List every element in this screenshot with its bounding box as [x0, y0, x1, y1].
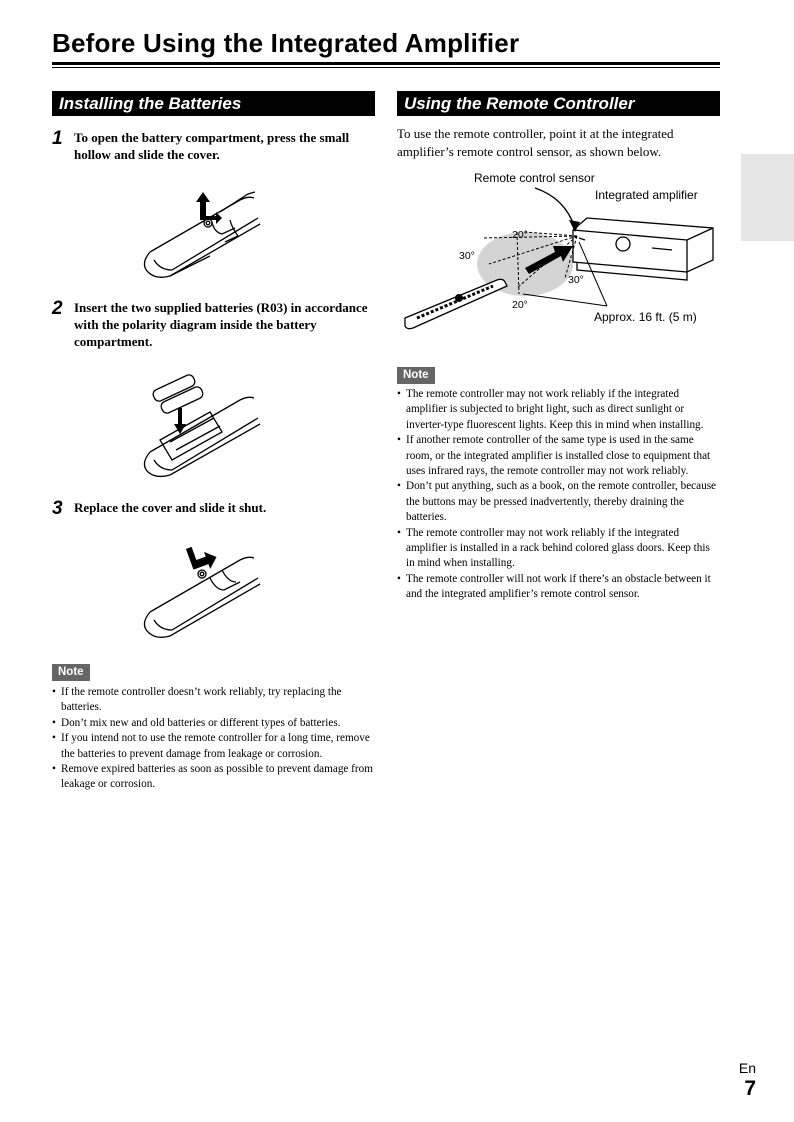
- note-item: • Don’t put anything, such as a book, on the remote controller, because the buttons may be pressed inadvertently, thereby draining the batteries.: [397, 479, 720, 525]
- note-item: • The remote controller may not work reliably if the integrated amplifier is subjected to bright light, such as direct sunlight or inverter-type fluorescent lights. Keep this in mind when installing.: [397, 387, 720, 433]
- step-text: Replace the cover and slide it shut.: [74, 500, 267, 515]
- title-rule-thin: [52, 67, 720, 68]
- angle-top-label: 20°: [512, 229, 528, 241]
- right-arrow-icon: [186, 540, 220, 574]
- step-text: To open the battery compartment, press the small hollow and slide the cover.: [74, 130, 350, 162]
- note-item: • Remove expired batteries as soon as possible to prevent damage from leakage or corrosion.: [52, 762, 377, 793]
- amplifier-illustration: [573, 218, 713, 280]
- note-item: • The remote controller will not work if there’s an obstacle between it and the integrated amplifier’s remote control sensor.: [397, 572, 720, 603]
- remote-intro: To use the remote controller, point it at the integrated amplifier’s remote control sensor, as shown below.: [397, 126, 674, 159]
- batteries-notes: [52, 685, 377, 793]
- up-arrow-icon: [196, 192, 210, 216]
- step-text: Insert the two supplied batteries (R03) in accordance with the polarity diagram inside the battery compartment.: [74, 300, 368, 349]
- insert-batteries-illustration: [130, 362, 275, 482]
- angle-left-label: 30°: [459, 250, 475, 262]
- angle-bottom-label: 20°: [512, 299, 528, 311]
- step-3: [52, 498, 377, 520]
- note-badge: Note: [397, 367, 435, 384]
- note-item: • If another remote controller of the same type is used in the same room, or the integrated amplifier is installed close to equipment that uses infrared rays, the remote controller may not work reliably.: [397, 433, 720, 479]
- step-1: [52, 128, 377, 168]
- chapter-tab: [741, 154, 794, 241]
- page-title: Before Using the Integrated Amplifier: [52, 28, 520, 58]
- title-rule-thick: [52, 62, 720, 65]
- angle-right-label: 30°: [568, 274, 584, 286]
- step-number: 3: [52, 498, 63, 519]
- batteries-heading: Installing the Batteries: [52, 91, 375, 116]
- sensor-pointer: [535, 188, 575, 228]
- down-arrow-icon: [174, 408, 186, 434]
- close-cover-illustration: [130, 530, 275, 645]
- open-cover-illustration: [130, 172, 275, 284]
- remote-heading: Using the Remote Controller: [397, 91, 720, 116]
- note-item: • If the remote controller doesn’t work reliably, try replacing the batteries.: [52, 685, 377, 716]
- distance-label: Approx. 16 ft. (5 m): [594, 310, 697, 324]
- remote-range-diagram: [397, 168, 722, 333]
- step-number: 2: [52, 298, 63, 319]
- step-number: 1: [52, 128, 63, 149]
- note-item: • If you intend not to use the remote controller for a long time, remove the batteries to prevent damage from leakage or corrosion.: [52, 731, 377, 762]
- sensor-label: Remote control sensor: [474, 171, 595, 185]
- amp-label: Integrated amplifier: [595, 188, 698, 202]
- note-badge: Note: [52, 664, 90, 681]
- page-language: En: [738, 1060, 756, 1076]
- remote-notes: [397, 387, 720, 603]
- page-number: 7: [744, 1077, 756, 1100]
- remote-controller-illustration: [405, 279, 507, 328]
- note-item: • The remote controller may not work reliably if the integrated amplifier is installed in a rack behind colored glass doors. Keep this in mind when installing.: [397, 526, 720, 572]
- note-item: • Don’t mix new and old batteries or different types of batteries.: [52, 716, 377, 731]
- step-2: [52, 298, 377, 354]
